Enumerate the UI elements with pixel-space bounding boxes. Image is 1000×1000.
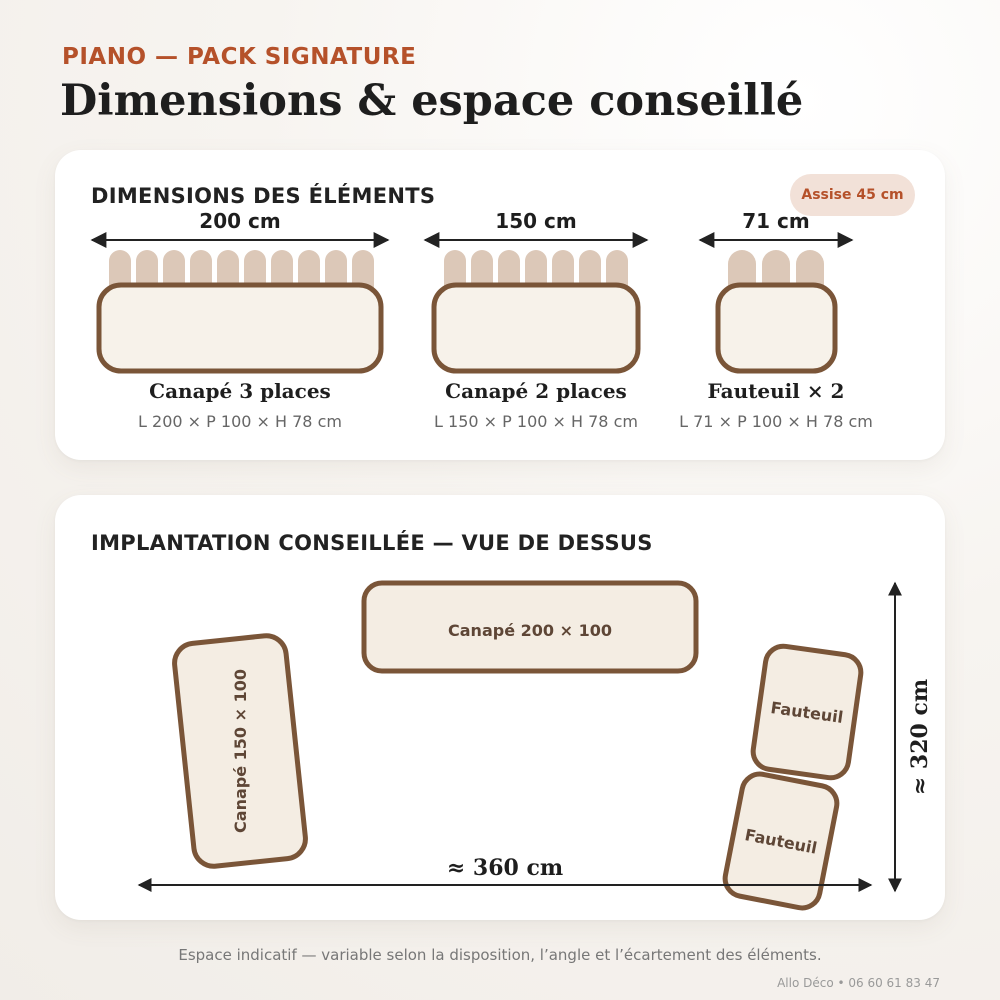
armchair-base [718, 285, 835, 371]
layout-armchair-1 [751, 644, 863, 780]
layout-sofa-main [364, 583, 696, 671]
layout-sofa-side-label: Canapé 150 × 100 [231, 669, 250, 833]
page-title: Dimensions & espace conseillé [60, 76, 804, 126]
armchair-width-label: 71 cm [742, 209, 810, 233]
sofa-3-seats-base [99, 285, 381, 371]
elements-diagram [55, 150, 945, 460]
sofa-3-seats-width-label: 200 cm [199, 209, 281, 233]
sofa-2-seats-base [434, 285, 638, 371]
contact-signature: Allo Déco • 06 60 61 83 47 [777, 976, 940, 990]
sofa-2-seats-width-label: 150 cm [495, 209, 577, 233]
layout-depth-label: ≈ 320 cm [907, 678, 933, 796]
armchair [679, 209, 873, 431]
armchair-name: Fauteuil × 2 [707, 379, 845, 403]
elements-dimensions-card [55, 150, 945, 460]
layout-sofa-main-label: Canapé 200 × 100 [448, 621, 612, 640]
page-eyebrow: PIANO — PACK SIGNATURE [62, 44, 417, 70]
layout-armchair-1-label: Fauteuil [769, 698, 845, 727]
layout-armchair-2 [722, 771, 840, 911]
seat-height-badge: Assise 45 cm [790, 174, 915, 216]
sofa-2-seats-dimensions: L 150 × P 100 × H 78 cm [434, 412, 638, 431]
sofa-2-seats-name: Canapé 2 places [445, 379, 627, 403]
layout-section-title: IMPLANTATION CONSEILLÉE — VUE DE DESSUS [91, 531, 653, 555]
footnote: Espace indicatif — variable selon la disposition, l’angle et l’écartement des éléments. [178, 946, 822, 964]
layout-width-label: ≈ 360 cm [446, 855, 564, 881]
layout-armchair-2-label: Fauteuil [743, 825, 819, 858]
layout-top-view-diagram [55, 495, 945, 920]
layout-sofa-side [173, 634, 308, 868]
sofa-3-seats [92, 209, 388, 431]
sofa-2-seats [425, 209, 647, 431]
sofa-3-seats-name: Canapé 3 places [149, 379, 331, 403]
armchair-dimensions: L 71 × P 100 × H 78 cm [679, 412, 873, 431]
layout-card [55, 495, 945, 920]
elements-section-title: DIMENSIONS DES ÉLÉMENTS [91, 184, 436, 208]
sofa-3-seats-dimensions: L 200 × P 100 × H 78 cm [138, 412, 342, 431]
